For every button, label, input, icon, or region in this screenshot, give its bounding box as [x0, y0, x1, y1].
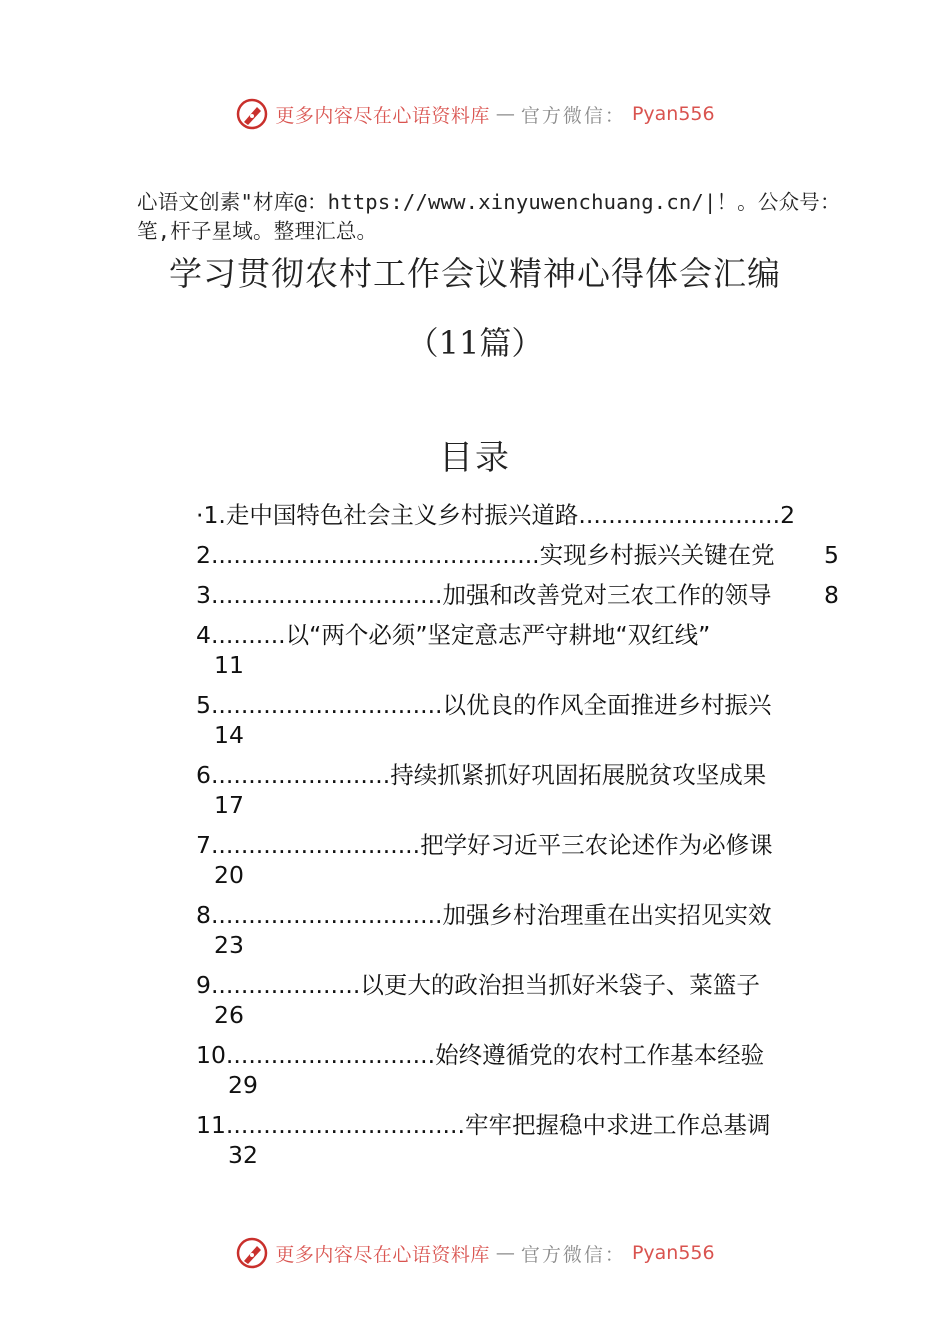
- source-note: 心语文创素"材库@：https://www.xinyuwenchuang.cn/|！。公众号：笔,杆子星域。整理汇总。: [137, 190, 841, 243]
- toc-entry-page: 29: [228, 1071, 258, 1099]
- toc-entry-title: 走中国特色社会主义乡村振兴道路: [225, 501, 579, 529]
- toc-entry-page: 14: [214, 721, 244, 749]
- toc-entry-page: 32: [228, 1141, 258, 1169]
- toc-entry-page: 20: [214, 861, 244, 889]
- banner-wechat-label: 官方微信：: [520, 104, 626, 127]
- toc-entry-title: 持续抓紧抓好巩固拓展脱贫攻坚成果: [390, 761, 767, 789]
- toc-entry[interactable]: [196, 540, 836, 570]
- toc-leader-dots: ............................................: [210, 541, 540, 569]
- toc-entry-number: 6: [196, 761, 211, 789]
- toc-entry-page: 5: [824, 541, 839, 569]
- toc-heading: 目录: [439, 438, 511, 478]
- toc-entry[interactable]: [196, 1110, 846, 1140]
- toc-leader-dots: ...............................: [210, 901, 443, 929]
- toc-entry-number: 3: [196, 581, 211, 609]
- toc-leader-dots: ................................: [225, 1111, 465, 1139]
- banner-wechat-label: 官方微信：: [520, 1243, 626, 1266]
- toc-leader-dots: ...............................: [210, 581, 443, 609]
- toc-leader-dots: ...............................: [210, 691, 443, 719]
- toc-entry[interactable]: [196, 760, 846, 790]
- toc-entry-title: 以优良的作风全面推进乡村振兴: [442, 691, 772, 719]
- toc-entry[interactable]: [196, 580, 836, 610]
- toc-entry-page: 2: [780, 501, 796, 529]
- toc-entry-title: 加强乡村治理重在出实招见实效: [442, 901, 772, 929]
- toc-entry[interactable]: [196, 690, 846, 720]
- banner-text: 更多内容尽在心语资料库: [275, 104, 490, 127]
- toc-entry[interactable]: [196, 1040, 846, 1070]
- toc-entry-page: 26: [214, 1001, 244, 1029]
- pen-nib-logo-icon: [235, 1236, 269, 1270]
- toc-entry[interactable]: [196, 620, 846, 650]
- toc-entry-page: 23: [214, 931, 244, 959]
- toc-entry-title: 把学好习近平三农论述作为必修课: [420, 831, 773, 859]
- banner-wechat-id: Pyan556: [631, 103, 715, 125]
- toc-entry[interactable]: [196, 900, 846, 930]
- toc-leader-dots: ....................: [210, 971, 361, 999]
- toc-entry-page: 11: [214, 651, 244, 679]
- toc-leader-dots: ........................: [210, 761, 391, 789]
- document-subtitle: （11篇）: [406, 324, 544, 362]
- toc-entry-number: ·1.: [196, 501, 226, 529]
- toc-leader-dots: ............................: [210, 831, 421, 859]
- toc-entry[interactable]: [196, 970, 846, 1000]
- toc-entry-number: 10: [196, 1041, 226, 1069]
- toc-entry-number: 11: [196, 1111, 226, 1139]
- toc-entry-page: 8: [824, 581, 839, 609]
- toc-entry-number: 5: [196, 691, 211, 719]
- toc-entry-number: 7: [196, 831, 211, 859]
- toc-entry-page: 17: [214, 791, 244, 819]
- toc-entry-title: 牢牢把握稳中求进工作总基调: [464, 1111, 771, 1139]
- toc-entry-title: 以更大的政治担当抓好米袋子、菜篮子: [360, 971, 760, 999]
- toc-entry-number: 2: [196, 541, 211, 569]
- toc-leader-dots: ...........................: [578, 501, 781, 529]
- toc-entry-title: 加强和改善党对三农工作的领导: [442, 581, 772, 609]
- document-title: 学习贯彻农村工作会议精神心得体会汇编: [169, 254, 781, 293]
- toc-entry-number: 8: [196, 901, 211, 929]
- toc-entry-title: 始终遵循党的农村工作基本经验: [435, 1041, 765, 1069]
- toc-leader-dots: ............................: [225, 1041, 436, 1069]
- toc-entry-title: 以“两个必须”坚定意志严守耕地“双红线”: [285, 621, 711, 649]
- banner-separator: —: [495, 1242, 515, 1264]
- banner-wechat-id: Pyan556: [631, 1242, 715, 1264]
- banner-text: 更多内容尽在心语资料库: [275, 1243, 490, 1266]
- toc-entry-number: 4: [196, 621, 211, 649]
- toc-leader-dots: ..........: [210, 621, 286, 649]
- banner-separator: —: [495, 103, 515, 125]
- toc-entry[interactable]: [196, 500, 846, 530]
- footer-banner: [0, 1233, 950, 1273]
- toc-entry-title: 实现乡村振兴关键在党: [539, 541, 775, 569]
- toc-entry[interactable]: [196, 830, 846, 860]
- toc-entry-number: 9: [196, 971, 211, 999]
